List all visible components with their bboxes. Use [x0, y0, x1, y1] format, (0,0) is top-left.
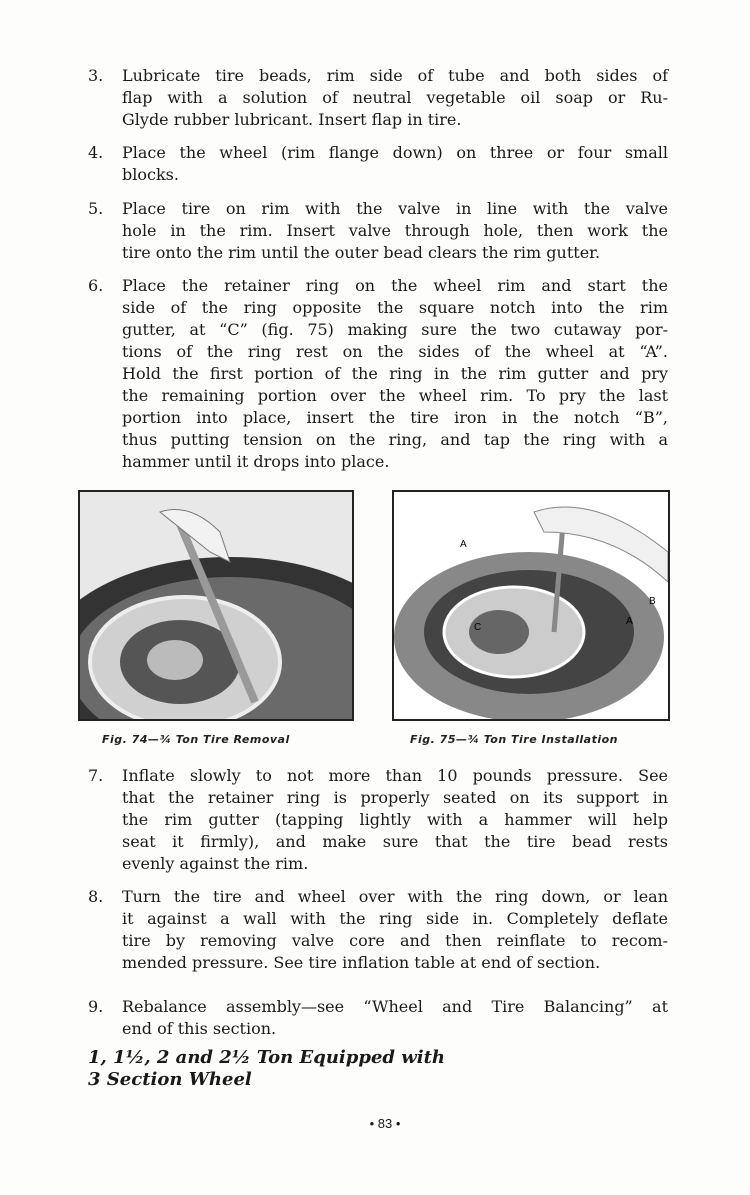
step-text-line: tire onto the rim until the outer bead clears the rim gutter. [122, 243, 601, 262]
step-number: 6. [88, 276, 104, 295]
step-text-line: side of the ring opposite the square notch into the rim [122, 298, 668, 317]
step-text-line: portion into place, insert the tire iron in the notch “B”, [122, 408, 668, 427]
label-a-second: A [626, 616, 633, 627]
step-text-line: blocks. [122, 165, 179, 184]
step-text-line: gutter, at “C” (fig. 75) making sure the two cutaway por- [122, 320, 668, 339]
label-b: B [649, 596, 656, 607]
step-text-line: it against a wall with the ring side in. Completely deflate [122, 909, 668, 928]
step-7 [88, 765, 668, 875]
step-number: 8. [88, 887, 104, 906]
step-6 [88, 275, 668, 473]
step-text-line: Place tire on rim with the valve in line with the valve [122, 199, 668, 218]
step-number: 5. [88, 199, 104, 218]
step-number: 3. [88, 66, 104, 85]
step-9 [88, 996, 668, 1040]
tire-removal-illustration [80, 492, 352, 719]
label-a: A [460, 539, 467, 550]
step-text-line: the rim gutter (tapping lightly with a hammer will help [122, 810, 668, 829]
label-c: C [474, 622, 482, 633]
step-text-line: the remaining portion over the wheel rim. To pry the last [122, 386, 668, 405]
figure-75-tire-installation-photo [392, 490, 670, 721]
step-number: 9. [88, 997, 104, 1016]
step-8 [88, 886, 668, 974]
step-text-line: hammer until it drops into place. [122, 452, 390, 471]
step-text-line: end of this section. [122, 1019, 277, 1038]
step-5 [88, 198, 668, 264]
section-heading [88, 1047, 445, 1091]
step-text-line: thus putting tension on the ring, and tap the ring with a [122, 430, 668, 449]
step-number: 4. [88, 143, 104, 162]
step-text-line: tions of the ring rest on the sides of the wheel at “A”. [122, 342, 668, 361]
step-3 [88, 65, 668, 131]
step-number: 7. [88, 766, 104, 785]
step-text-line: Rebalance assembly—see “Wheel and Tire Balancing” at [122, 997, 668, 1016]
step-text-line: flap with a solution of neutral vegetable oil soap or Ru- [122, 88, 668, 107]
step-text-line: evenly against the rim. [122, 854, 309, 873]
step-text-line: Place the wheel (rim flange down) on three or four small [122, 143, 668, 162]
step-text-line: Inflate slowly to not more than 10 pounds pressure. See [122, 766, 668, 785]
section-heading-line: 3 Section Wheel [88, 1069, 252, 1090]
section-heading-line: 1, 1½, 2 and 2½ Ton Equipped with [88, 1047, 445, 1068]
step-text-line: Lubricate tire beads, rim side of tube and both sides of [122, 66, 668, 85]
tire-installation-illustration [394, 492, 668, 719]
step-text-line: tire by removing valve core and then reinflate to recom- [122, 931, 668, 950]
step-text-line: seat it firmly), and make sure that the tire bead rests [122, 832, 668, 851]
step-text-line: Place the retainer ring on the wheel rim and start the [122, 276, 668, 295]
step-text-line: hole in the rim. Insert valve through hole, then work the [122, 221, 668, 240]
step-text-line: Glyde rubber lubricant. Insert flap in tire. [122, 110, 462, 129]
step-text-line: mended pressure. See tire inflation table at end of section. [122, 953, 601, 972]
step-text-line: Turn the tire and wheel over with the ring down, or lean [122, 887, 668, 906]
step-text-line: Hold the first portion of the ring in the rim gutter and pry [122, 364, 668, 383]
figure-74-tire-removal-photo [78, 490, 354, 721]
figure-75-caption: Fig. 75—¾ Ton Tire Installation [410, 733, 619, 746]
step-text-line: that the retainer ring is properly seated on its support in [122, 788, 668, 807]
figure-74-caption: Fig. 74—¾ Ton Tire Removal [102, 733, 290, 746]
page-number: • 83 • [369, 1116, 401, 1131]
step-4 [88, 142, 668, 186]
